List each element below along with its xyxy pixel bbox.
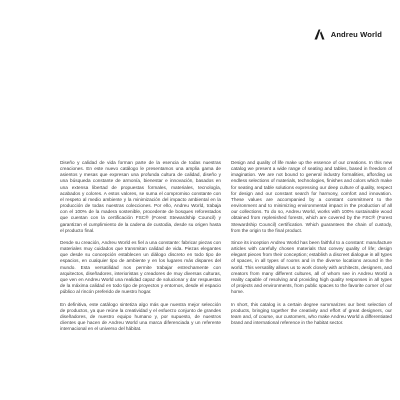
spanish-text-column [60, 160, 221, 338]
paragraph: Desde su creación, Andreu World es fiel a una constante: fabricar piezas con materiales muy cuidados que transmitan calidad de vida. Piezas elegantes que desde su concepción establecen un diálogo discreto en todo tipo de espacios, en cualquier tipo de ambiente y en los lugares más dispares del mundo. Esta versatilidad nos permite trabajar estrechamente con arquitectos, diseñadores, interioristas y creadores de muy diversas culturas, que ven en Andreu World una realidad capaz de solucionar y dar respuestas de la máxima calidad en todo tipo de proyectos y entornos, desde el espacio público al rincón preferido de nuestro hogar. [60, 240, 221, 295]
brand-name: Andreu World [330, 30, 382, 39]
paragraph: In short, this catalog is a certain degree summarizes our best selection of products, bringing together the creativity and effort of great designers, our team and, of course, our customers, who make Andreu World a differentiated brand and international reference in the habitat sector. [231, 301, 392, 326]
brand-header [314, 29, 382, 40]
paragraph: Design and quality of life make up the essence of our creations. In this new catalog we present a wide range of seating and tables, based in freedom of imagination. We are not bound to general industry formalities, affording us endless selections of materials, technologies, finishes and colors which make for seating and table solutions expressing our deep culture of quality, respect for design and our constant search for harmony, comfort and innovation. These values are accompanied by a constant commitment to the environment and to minimizing environmental impact in the production of all our collections. To do so, Andreu World, works with 100% sustainable wood obtained from replenished forests, which are covered by the FSC® (Forest Stewardship Council) certification. Which guarantees the chain of custody, from the origin to the final product. [231, 160, 392, 233]
english-text-column [231, 160, 392, 332]
paragraph: En definitiva, este catálogo sintetiza algo más que nuestra mejor selección de productos, ya que reúne la creatividad y el esfuerzo conjunto de grandes diseñadores, de nuestro equipo humano y, por supuesto, de nuestros clientes que hacen de Andreu World una marca diferenciada y un referente internacional en el universo del hábitat. [60, 301, 221, 332]
andreu-world-logo-icon [314, 29, 325, 40]
paragraph: Since its inception Andreu World has been faithful to a constant: manufacture articles with carefully chosen materials that convey quality of life; design elegant pieces from their conception; establish a discreet dialogue in all types of spaces, in all types of rooms and in the diverse locations around in the world. This versatility allows us to work closely with architects, designers, and creators from many different cultures, all of whom see in Andreu World a reality capable of resolving and providing high quality responses in all types of projects and environments, from public spaces to the favorite corner of our home. [231, 240, 392, 295]
paragraph: Diseño y calidad de vida forman parte de la esencia de todas nuestras creaciones. En este nuevo catálogo le presentamos una amplia gama de asientos y mesas que expresan una profunda cultura de calidad, diseño y una búsqueda constante de armonía, bienestar e innovación, basados en una extensa libertad de propuestas formales, materiales, tecnología, acabados y colores. A estos valores, se suma el compromiso constante con el respeto al medio ambiente y la minimización del impacto ambiental en la producción de todas nuestras colecciones. Por ello, Andreu World, trabaja con el 100% de la madera sostenible, procedente de bosques reforestados que cuentan con la certificación FSC® (Forest Stewardship Council) y garantizan el cumplimiento de la cadena de custodia, desde su origen hasta el producto final. [60, 160, 221, 233]
